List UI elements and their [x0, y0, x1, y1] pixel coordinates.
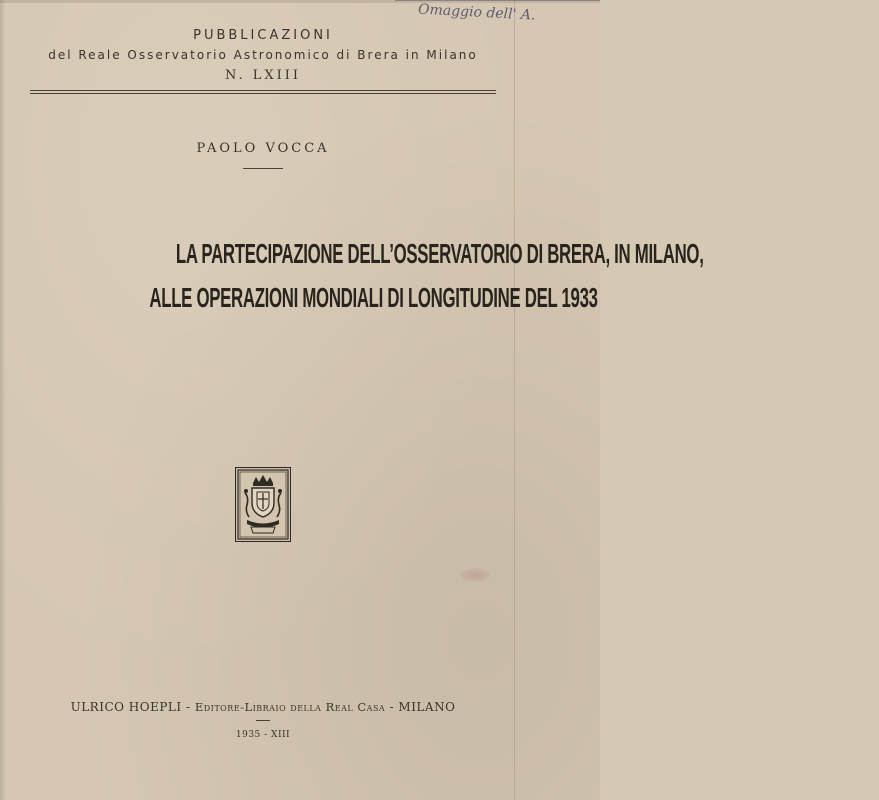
page-fold-line	[514, 0, 515, 800]
handwritten-dedication: Omaggio dell' A.	[417, 1, 536, 24]
title-line-1-text: LA PARTECIPAZIONE DELL’OSSERVATORIO DI BRERA, IN MILANO,	[175, 238, 704, 269]
title-line-1	[0, 238, 704, 270]
publisher-separator-2: -	[389, 700, 399, 714]
series-institution: del Reale Osservatorio Astronomico di Brera in Milano	[48, 48, 478, 62]
publisher-role: Editore-Libraio della Real Casa	[194, 700, 386, 714]
publisher-separator-1: -	[185, 700, 195, 714]
publisher-crest-icon	[235, 467, 291, 542]
publication-date: 1935 - XIII	[235, 730, 291, 740]
title-line-2-text: ALLE OPERAZIONI MONDIALI DI LONGITUDINE DEL 1933	[149, 282, 598, 313]
title-line-2	[0, 282, 598, 314]
series-number: N. LXIII	[224, 68, 302, 83]
publisher-rule	[256, 720, 270, 721]
author-rule	[243, 168, 283, 169]
faint-stain	[460, 568, 490, 582]
header-rule-thin	[30, 93, 496, 94]
publisher-line	[0, 700, 526, 714]
publisher-name: ULRICO HOEPLI	[70, 700, 182, 714]
author-name: PAOLO VOCCA	[196, 141, 330, 156]
series-label: PUBBLICAZIONI	[193, 28, 333, 43]
page-left-edge-shadow	[0, 0, 6, 800]
header-rule	[30, 90, 496, 91]
handwritten-underline	[395, 0, 600, 1]
publisher-city: MILANO	[398, 700, 456, 714]
